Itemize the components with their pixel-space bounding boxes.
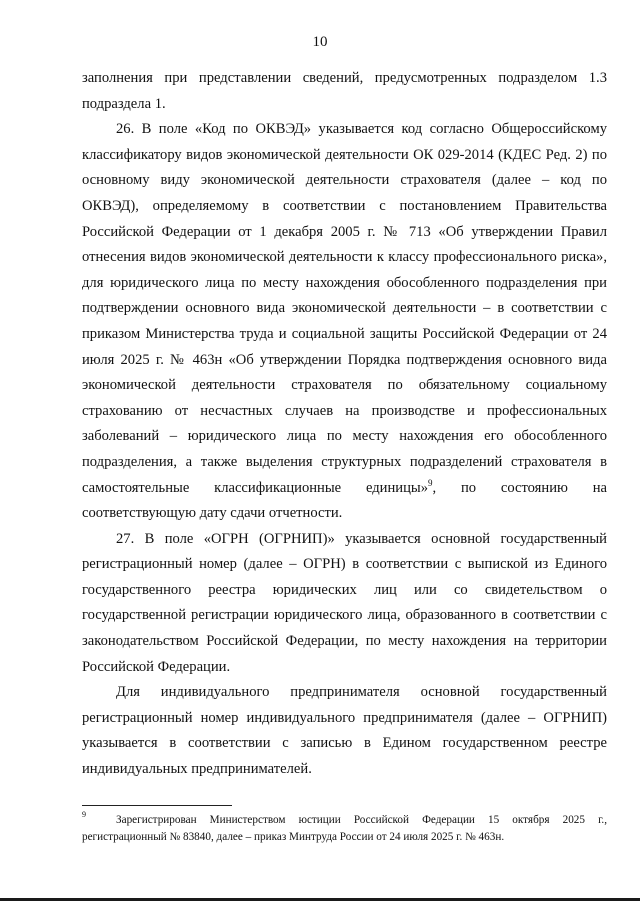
paragraph-ogrnip: Для индивидуального предпринимателя основной государственный регистрационный номер индивидуального предпринимателя (далее – ОГРНИП) указывается в соответствии с записью в Едином государственном реестре индивидуальных предпринимателей. — [82, 684, 607, 778]
footnote-reference: 9 — [428, 477, 433, 488]
page-number: 10 — [312, 34, 328, 50]
body-text — [82, 66, 607, 783]
paragraph-continuation: заполнения при представлении сведений, предусмотренных подразделом 1.3 подраздела 1. — [82, 70, 607, 112]
paragraph-item-26 — [82, 117, 607, 527]
footnote-separator — [82, 805, 232, 806]
footnote — [82, 812, 607, 845]
paragraph-item-26-text: 26. В поле «Код по ОКВЭД» указывается код согласно Общероссийскому классификатору видов экономической деятельности ОК 029-2014 (КДЕС Ред. 2) по основному виду экономической деятельности страхователя (далее – код по ОКВЭД), определяемому в соответствии с постановлением Правительства Российской Федерации от 1 декабря 2005 г. № 713 «Об утверждении Правил отнесения видов экономической деятельности к классу профессионального риска», для юридического лица по месту нахождения обособленного подразделения при подтверждении основного вида экономической деятельности – в соответствии с приказом Министерства труда и социальной защиты Российской Федерации от 24 июля 2025 г. № 463н «Об утверждении Порядка подтверждения основного вида экономической деятельности страхователя по обязательному социальному страхованию от несчастных случаев на производстве и профессиональных заболеваний – юридического лица по месту нахождения его обособленного подразделения, а также выделения структурных подразделений страхователя в самостоятельные классификационные единицы» — [82, 121, 607, 496]
footnote-text: Зарегистрирован Министерством юстиции Российской Федерации 15 октября 2025 г., регистрационный № 83840, далее – приказ Минтруда России от 24 июля 2025 г. № 463н. — [82, 814, 607, 843]
paragraph-item-27: 27. В поле «ОГРН (ОГРНИП)» указывается основной государственный регистрационный номер (далее – ОГРН) в соответствии с выпиской из Единого государственного реестра юридических лиц или со свидетельством о государственной регистрации юридического лица, образованного в соответствии с законодательством Российской Федерации, по месту нахождения на территории Российской Федерации. — [82, 530, 607, 675]
footnote-marker: 9 — [82, 810, 86, 819]
paragraph-item-26-tail: , по состоянию на соответствующую дату сдачи отчетности. — [82, 479, 607, 522]
